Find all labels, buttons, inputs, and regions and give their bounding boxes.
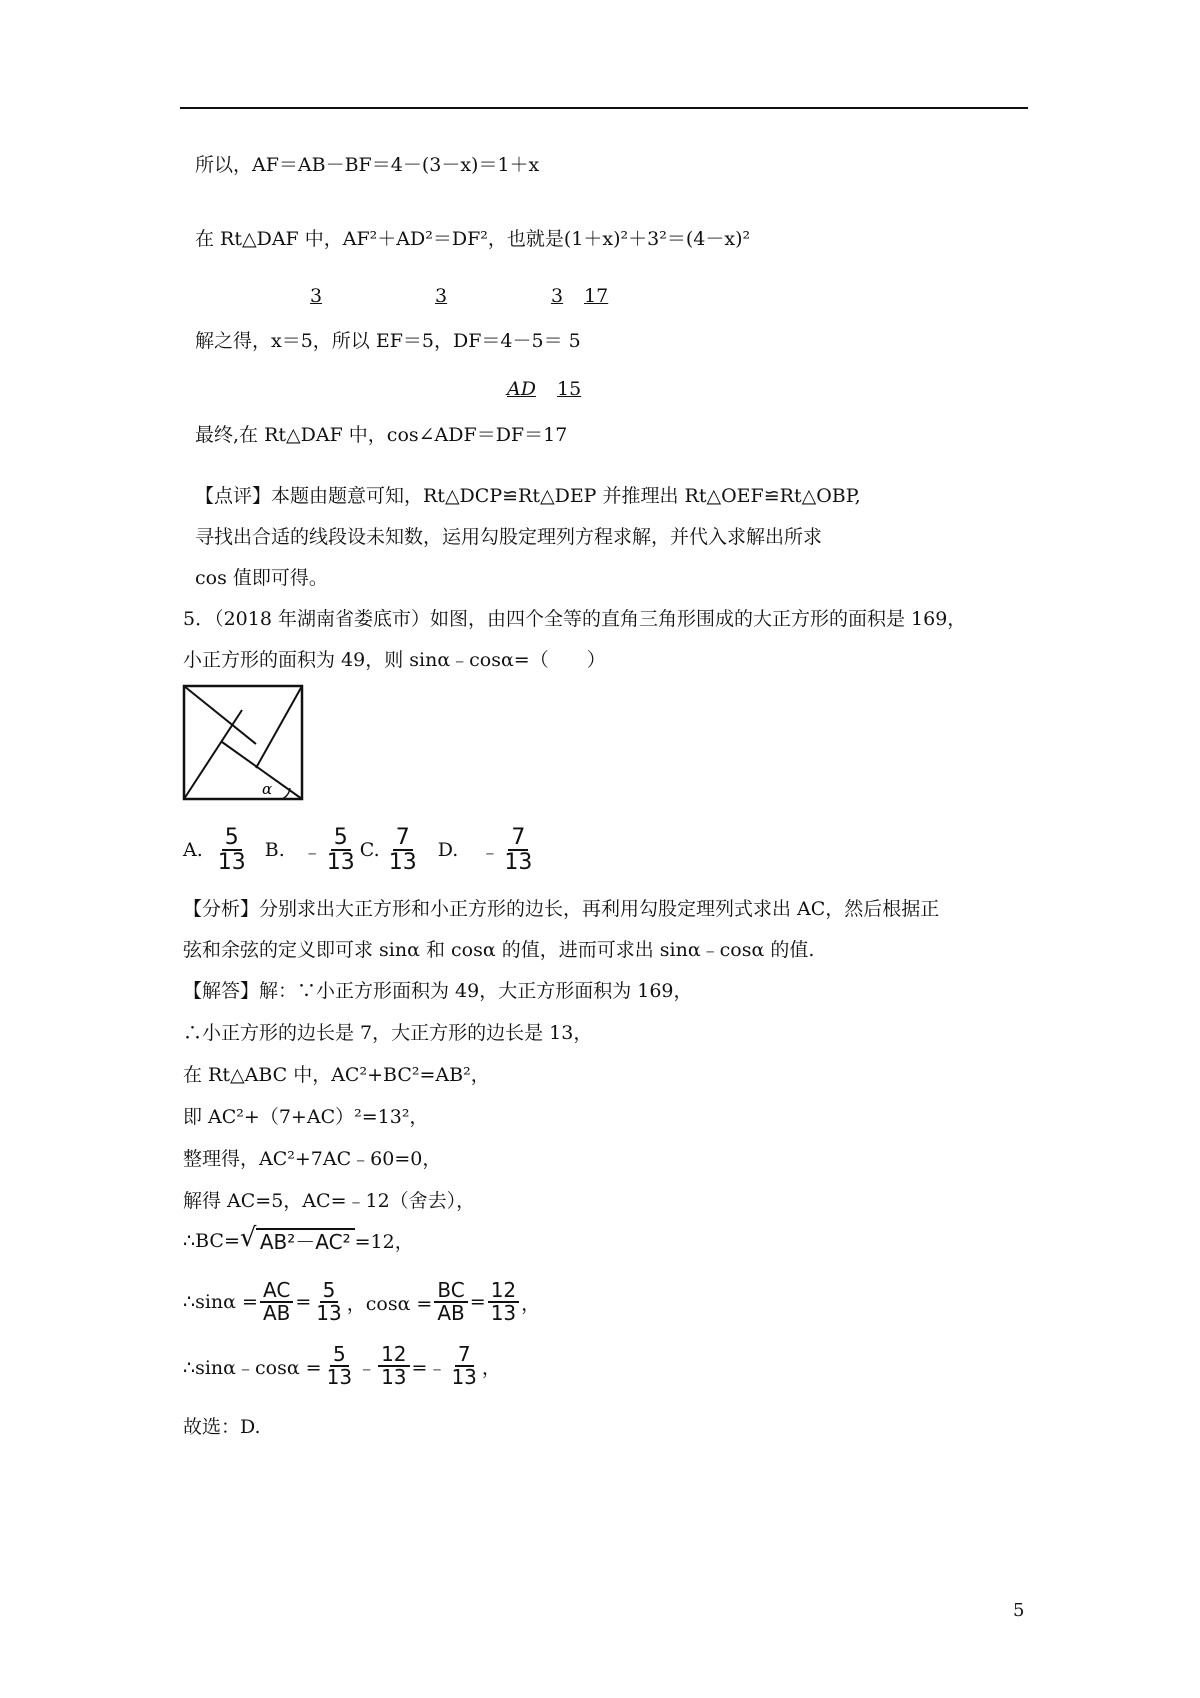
denominator: AB (437, 1301, 465, 1325)
sqrt-expression (239, 1223, 355, 1255)
option-b-denominator: 13 (326, 850, 355, 876)
comma: ， (521, 1292, 541, 1315)
question-stem-2: 小正方形的面积为 49，则 sinα﹣cosα=（ ） (183, 649, 606, 671)
option-c-fraction (386, 826, 420, 874)
option-c-label: C. (359, 839, 380, 862)
twelve-over-thirteen (488, 1280, 519, 1324)
answer-line-10: 故选：D. (183, 1416, 261, 1438)
option-d-sign: ﹣ (480, 840, 500, 863)
bc-result: =12， (354, 1231, 414, 1253)
equals: = (469, 1291, 486, 1313)
minus: ﹣ (357, 1356, 377, 1379)
option-d-label: D. (437, 839, 459, 862)
five-over-thirteen (324, 1344, 355, 1388)
answer-line-5: 整理得，AC²+7AC﹣60=0， (183, 1148, 442, 1170)
answer-options (183, 826, 537, 874)
denominator: 13 (316, 1301, 342, 1325)
comment-line-3: cos 值即可得。 (195, 567, 328, 589)
numerator: AC (260, 1280, 293, 1303)
solution-line-1: 所以，AF＝AB－BF＝4－(3－x)＝1＋x (195, 154, 540, 176)
equals: = (295, 1291, 312, 1313)
analysis-line-2: 弦和余弦的定义即可求 sinα 和 cosα 的值，进而可求出 sinα﹣cosα 的值. (183, 939, 815, 961)
comment-line-2: 寻找出合适的线段设未知数，运用勾股定理列方程求解，并代入求解出所求 (195, 526, 823, 548)
question-stem-1: 5．（2018 年湖南省娄底市）如图，由四个全等的直角三角形围成的大正方形的面积是 169， (183, 608, 967, 630)
solution-line-4: 最终,在 Rt△DAF 中，cos∠ADF＝DF＝17 (195, 424, 568, 446)
alpha-label: α (262, 780, 273, 798)
denominator: 13 (326, 1365, 353, 1389)
seven-over-thirteen (448, 1344, 479, 1388)
option-b-sign: ﹣ (302, 840, 322, 863)
solution-line-2: 在 Rt△DAF 中，AF²＋AD²＝DF²，也就是(1＋x)²＋3²＝(4－x)² (195, 228, 751, 250)
fraction-numerator: 3 (435, 285, 448, 307)
fraction-numerator: 3 (551, 285, 564, 307)
diff-prefix: ∴sinα﹣cosα = (183, 1356, 322, 1379)
sin-prefix: ∴sinα = (183, 1291, 258, 1313)
numerator: 7 (455, 1344, 474, 1367)
option-d-numerator: 7 (508, 826, 528, 851)
analysis-line-1: 【分析】分别求出大正方形和小正方形的边长，再利用勾股定理列式求出 AC，然后根据正 (183, 898, 940, 920)
radicand: AB²－AC² (256, 1228, 355, 1254)
radical-icon: √ (239, 1223, 257, 1253)
fraction-numerator: 17 (584, 285, 609, 307)
option-a-denominator: 13 (217, 850, 246, 876)
denominator: 13 (490, 1301, 517, 1325)
answer-line-4: 即 AC²+（7+AC）²=13²， (183, 1106, 429, 1128)
page-number: 5 (1013, 1600, 1025, 1621)
answer-line-3: 在 Rt△ABC 中，AC²+BC²=AB²， (183, 1064, 490, 1086)
denominator: 13 (451, 1365, 477, 1389)
header-rule (180, 107, 1028, 109)
option-b-numerator: 5 (331, 826, 351, 851)
option-b-fraction (324, 826, 358, 874)
option-a-fraction (215, 826, 249, 874)
denominator: AB (262, 1301, 291, 1325)
option-b-label: B. (264, 839, 285, 862)
option-d-denominator: 13 (504, 850, 533, 876)
option-d-fraction (501, 826, 535, 874)
equals-minus: =﹣ (411, 1356, 447, 1379)
option-a-numerator: 5 (222, 826, 242, 851)
five-over-thirteen (313, 1280, 344, 1324)
numerator: 5 (330, 1344, 349, 1367)
option-c-denominator: 13 (388, 850, 417, 876)
option-c-numerator: 7 (393, 826, 413, 851)
bc-over-ab (434, 1280, 467, 1324)
answer-line-2: ∴小正方形的边长是 7，大正方形的边长是 13， (183, 1022, 593, 1044)
comment-line-1: 【点评】本题由题意可知，Rt△DCP≌Rt△DEP 并推理出 Rt△OEF≌Rt△OBP, (195, 485, 861, 507)
numerator: 5 (320, 1280, 339, 1303)
fraction-numerator: 15 (557, 378, 582, 400)
fraction-numerator: 3 (310, 285, 323, 307)
numerator: 12 (378, 1344, 409, 1367)
answer-line-6: 解得 AC=5，AC=﹣12（舍去）， (183, 1190, 476, 1212)
fraction-numerator: AD (507, 378, 536, 400)
solution-line-3: 解之得，x＝5，所以 EF＝5，DF＝4－5＝ 5 (195, 330, 581, 352)
comma: ， (481, 1356, 501, 1379)
answer-line-8 (183, 1280, 540, 1324)
numerator: BC (434, 1280, 467, 1303)
cos-prefix: ，cosα = (346, 1292, 433, 1315)
answer-line-1: 【解答】解：∵小正方形面积为 49，大正方形面积为 169， (183, 980, 693, 1002)
bc-prefix: ∴BC= (183, 1229, 240, 1252)
answer-line-7 (183, 1223, 414, 1255)
denominator: 13 (381, 1365, 407, 1389)
numerator: 12 (488, 1280, 519, 1303)
option-a-label: A. (183, 839, 203, 862)
pinwheel-figure (182, 684, 306, 802)
twelve-over-thirteen (378, 1344, 409, 1388)
answer-line-9 (183, 1344, 501, 1388)
ac-over-ab (260, 1280, 293, 1324)
